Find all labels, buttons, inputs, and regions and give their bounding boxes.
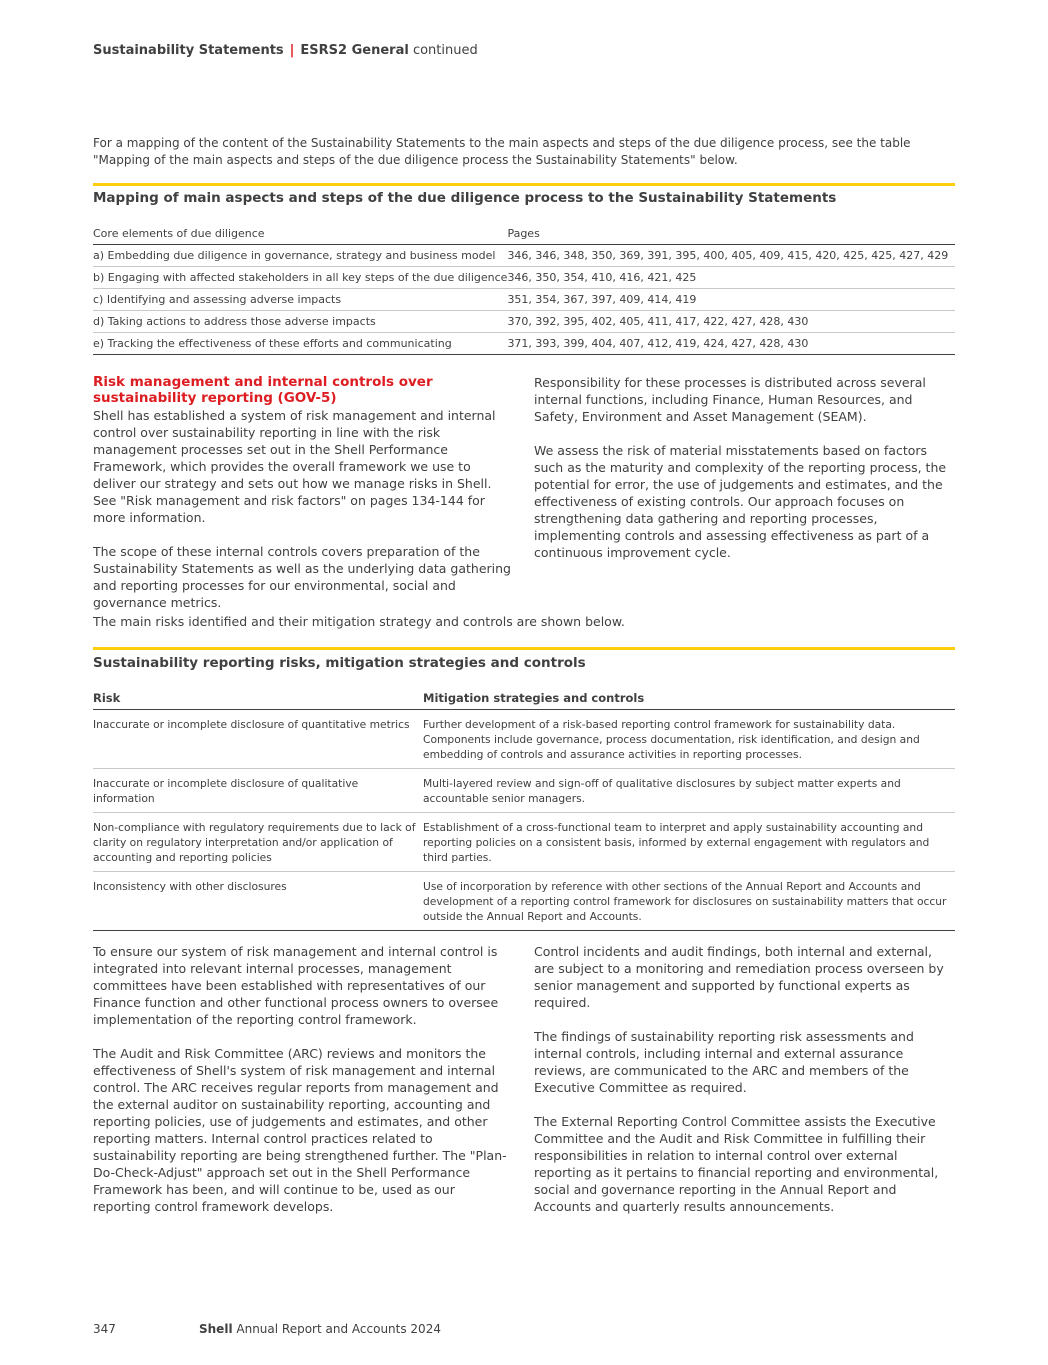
risk-table [93, 689, 955, 931]
risk-table-rule [93, 647, 955, 650]
table-row [93, 813, 955, 872]
right-column-text [534, 374, 954, 561]
table-cell: Inconsistency with other disclosures [93, 872, 423, 931]
mapping-table [93, 224, 955, 355]
paragraph: Responsibility for these processes is distributed across several internal functions, including Finance, Human Resources, and Safety, Environment and Asset Management (SEAM). [534, 375, 926, 424]
left-column-text [93, 407, 515, 611]
table-cell: d) Taking actions to address those adverse impacts [93, 310, 507, 332]
column-header: Pages [507, 224, 955, 244]
intro-paragraph: For a mapping of the content of the Sustainability Statements to the main aspects and steps of the due diligence process, see the table "Mapping of the main aspects and steps of the due diligence process the Sustainability Statements" below. [93, 136, 911, 167]
table-cell: 346, 346, 348, 350, 369, 391, 395, 400, 405, 409, 415, 420, 425, 425, 427, 429 [507, 244, 955, 266]
paragraph: To ensure our system of risk management and internal control is integrated into relevant internal processes, management committees have been established with representatives of our Finance function and other functional process owners to oversee implementation of the reporting control framework. [93, 944, 499, 1027]
table-row [93, 710, 955, 769]
table-cell: b) Engaging with affected stakeholders in all key steps of the due diligence [93, 266, 507, 288]
table-row [93, 769, 955, 813]
footer-publication: Annual Report and Accounts 2024 [236, 1322, 441, 1336]
table-cell: Establishment of a cross-functional team to interpret and apply sustainability accounting and reporting policies on a consistent basis, informed by external engagement with regulators and third parties. [423, 813, 955, 872]
running-header [93, 43, 478, 58]
table-row [93, 244, 955, 266]
header-subsection: ESRS2 General [300, 43, 409, 58]
closing-right-column [534, 943, 954, 1215]
header-separator: | [289, 43, 295, 58]
table-cell: c) Identifying and assessing adverse impacts [93, 288, 507, 310]
table-cell: Inaccurate or incomplete disclosure of qualitative information [93, 769, 423, 813]
table-row [93, 872, 955, 931]
table-row [93, 310, 955, 332]
section-heading: Risk management and internal controls over sustainability reporting (GOV-5) [93, 374, 433, 406]
header-suffix: continued [412, 43, 478, 58]
table-cell: 351, 354, 367, 397, 409, 414, 419 [507, 288, 955, 310]
table-cell: 346, 350, 354, 410, 416, 421, 425 [507, 266, 955, 288]
table-cell: e) Tracking the effectiveness of these efforts and communicating [93, 332, 507, 354]
table-header-row [93, 224, 955, 244]
closing-left-column [93, 943, 515, 1215]
table-cell: Inaccurate or incomplete disclosure of quantitative metrics [93, 710, 423, 769]
table-cell: 370, 392, 395, 402, 405, 411, 417, 422, 427, 428, 430 [507, 310, 955, 332]
table-cell: a) Embedding due diligence in governance, strategy and business model [93, 244, 507, 266]
table-header-row [93, 689, 955, 710]
column-header: Core elements of due diligence [93, 224, 507, 244]
table-cell: Further development of a risk-based reporting control framework for sustainability data. Components include governance, process documentation, risk identification, and design and embedding of controls and assurance activities in reporting processes. [423, 710, 955, 769]
page-number: 347 [93, 1322, 116, 1336]
table-cell: Non-compliance with regulatory requirements due to lack of clarity on regulatory interpretation and/or application of accounting and reporting policies [93, 813, 423, 872]
paragraph: The scope of these internal controls covers preparation of the Sustainability Statements as well as the underlying data gathering and reporting processes for our environmental, social and governance metrics. [93, 544, 511, 610]
table-row [93, 332, 955, 354]
column-header: Risk [93, 689, 423, 710]
risk-table-title: Sustainability reporting risks, mitigation strategies and controls [93, 655, 586, 671]
mapping-table-rule [93, 183, 955, 186]
header-section: Sustainability Statements [93, 43, 284, 58]
table-cell: 371, 393, 399, 404, 407, 412, 419, 424, 427, 428, 430 [507, 332, 955, 354]
page-footer [93, 1322, 441, 1336]
footer-brand: Shell [199, 1322, 233, 1336]
paragraph: Control incidents and audit findings, both internal and external, are subject to a monitoring and remediation process overseen by senior management and supported by functional experts as required. [534, 944, 944, 1010]
paragraph: We assess the risk of material misstatements based on factors such as the maturity and complexity of the reporting process, the potential for error, the use of judgements and estimates, and the effectiveness of existing controls. Our approach focuses on strengthening data gathering and reporting processes, implementing controls and assessing effectiveness as part of a continuous improvement cycle. [534, 443, 947, 560]
risk-table-lead: The main risks identified and their mitigation strategy and controls are shown below. [93, 614, 625, 629]
paragraph: The Audit and Risk Committee (ARC) reviews and monitors the effectiveness of Shell's system of risk management and internal control. The ARC receives regular reports from management and the external auditor on sustainability reporting, accounting and reporting policies, use of judgements and estimates, and other reporting matters. Internal control practices related to sustainability reporting are being strengthened further. The "Plan-Do-Check-Adjust" approach set out in the Shell Performance Framework has been, and will continue to be, used as our reporting control framework develops. [93, 1046, 507, 1214]
paragraph: The External Reporting Control Committee assists the Executive Committee and the Audit and Risk Committee in fulfilling their responsibilities in relation to internal control over external reporting as it pertains to financial reporting and environmental, social and governance reporting in the Annual Report and Accounts and quarterly results announcements. [534, 1114, 939, 1214]
table-cell: Multi-layered review and sign-off of qualitative disclosures by subject matter experts and accountable senior managers. [423, 769, 955, 813]
paragraph: Shell has established a system of risk management and internal control over sustainability reporting in line with the risk management processes set out in the Shell Performance Framework, which provides the overall framework we use to deliver our strategy and sets out how we manage risks in Shell. See "Risk management and risk factors" on pages 134-144 for more information. [93, 408, 496, 525]
table-cell: Use of incorporation by reference with other sections of the Annual Report and Accounts and development of a reporting control framework for disclosures on sustainability matters that occur outside the Annual Report and Accounts. [423, 872, 955, 931]
column-header: Mitigation strategies and controls [423, 689, 955, 710]
table-row [93, 288, 955, 310]
table-row [93, 266, 955, 288]
mapping-table-title: Mapping of main aspects and steps of the due diligence process to the Sustainability Statements [93, 190, 837, 206]
paragraph: The findings of sustainability reporting risk assessments and internal controls, including internal and external assurance reviews, are communicated to the ARC and members of the Executive Committee as required. [534, 1029, 914, 1095]
